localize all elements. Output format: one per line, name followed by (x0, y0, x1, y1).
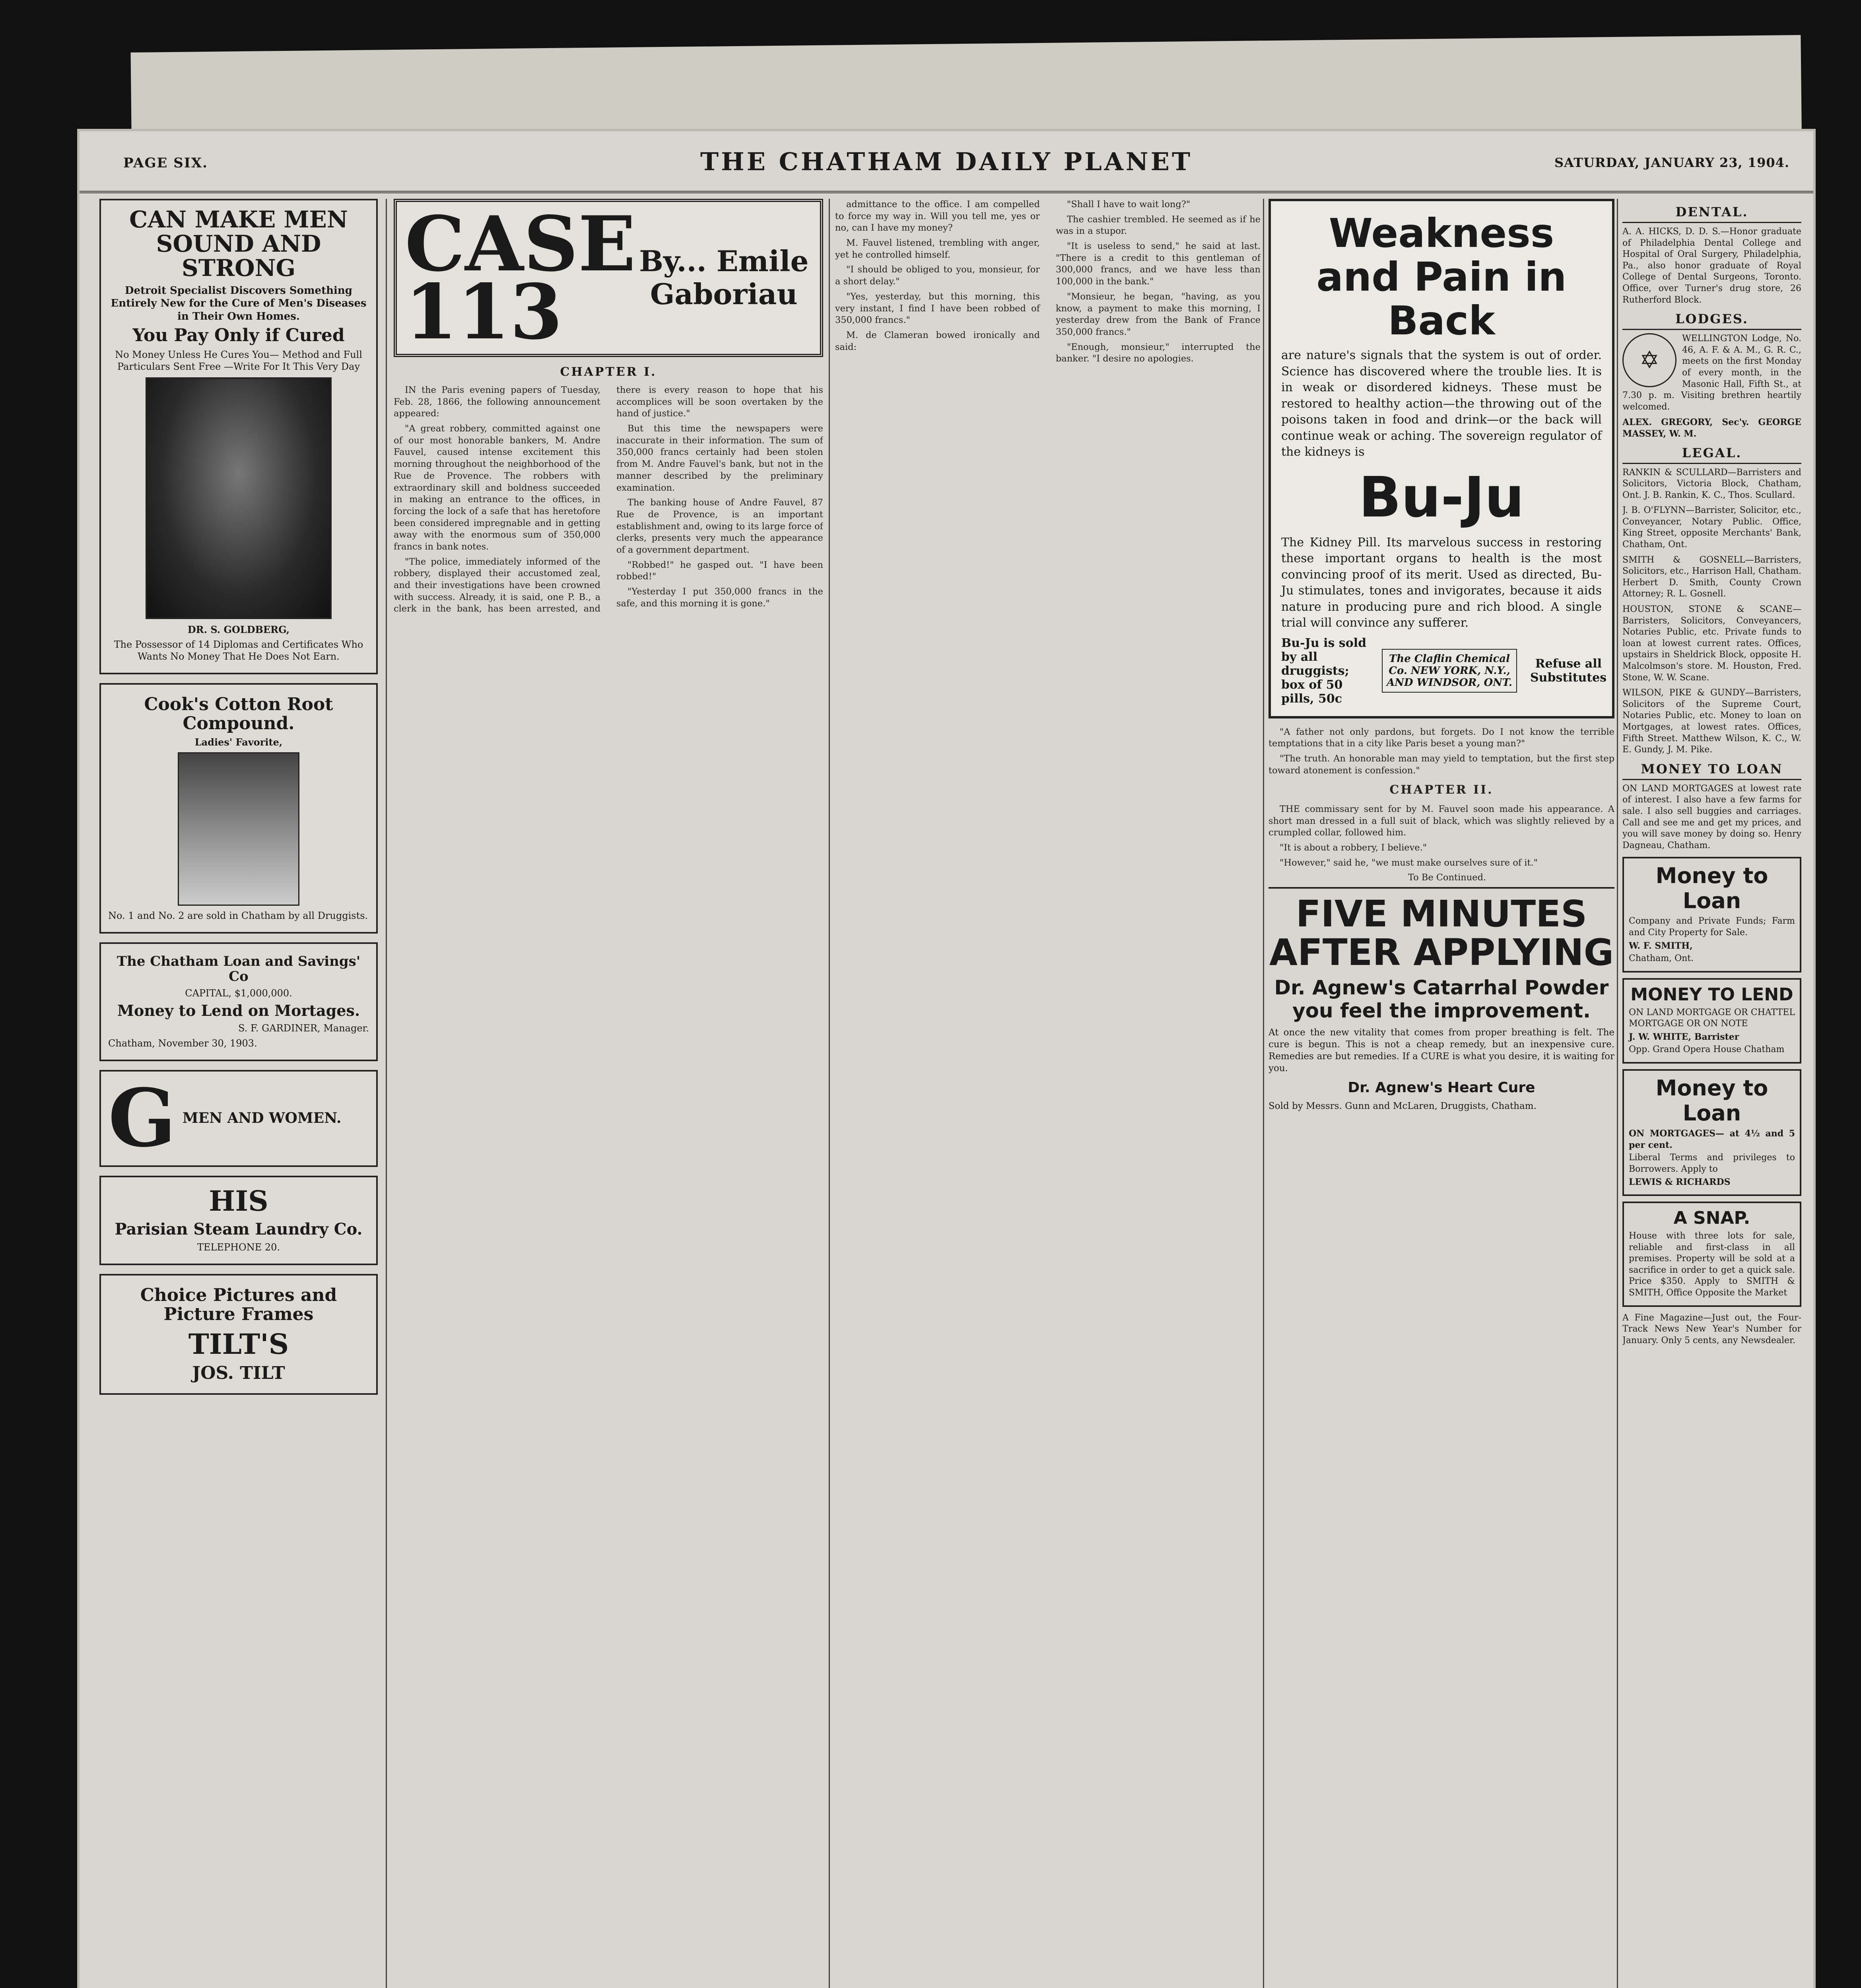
ad-subtitle: Dr. Agnew's Catarrhal Powder you feel the improvement. (1274, 976, 1609, 1022)
price-text: Bu-Ju is sold by all druggists; box of 50 pills, 50c (1281, 636, 1367, 706)
column-5 (1622, 199, 1801, 1988)
story-paragraph: "Monsieur, he began, "having, as you know, a payment to make this morning, I yesterday drew from the Bank of France 350,000 francs." (1056, 291, 1261, 337)
ad-date: Chatham, November 30, 1903. (108, 1037, 257, 1049)
masonic-emblem-icon: ✡ (1622, 333, 1676, 387)
ad-body: Liberal Terms and privileges to Borrowers. Apply to (1629, 1153, 1795, 1174)
goldberg-ad (99, 199, 378, 674)
big-g-letter: G (108, 1071, 176, 1165)
story-paragraph: "The truth. An honorable man may yield to temptation, but the first step toward atonement is confession." (1269, 753, 1614, 776)
story-text (394, 384, 823, 615)
cook-ad (99, 683, 378, 934)
column-2 (394, 199, 823, 1988)
ad-title: MONEY TO LEND (1630, 984, 1793, 1005)
ad-body: House with three lots for sale, reliable and first-class in all premises. Property will be sold at a sacrifice in order to get a quick sale. Price $350. Apply to SMITH & SMITH, Office Opposite the Market (1629, 1231, 1795, 1298)
magazine-note: A Fine Magazine—Just out, the Four-Track News New Year's Number for January. Only 5 cents, any Newsdealer. (1622, 1312, 1801, 1345)
story-paragraph: "A father not only pardons, but forgets. Do I not know the terrible temptations that in a city like Paris beset a young man?" (1269, 726, 1614, 749)
lodges-header: LODGES. (1622, 311, 1801, 330)
story-paragraph: "Yesterday I put 350,000 francs in the safe, and this morning it is gone." (616, 586, 823, 609)
newspaper-title: THE CHATHAM DAILY PLANET (700, 147, 1193, 176)
story-paragraph: "Enough, monsieur," interrupted the banker. "I desire no apologies. (1056, 342, 1261, 364)
ad-body: ON LAND MORTGAGE OR CHATTEL MORTGAGE OR ON NOTE (1629, 1007, 1795, 1029)
continued-note: To Be Continued. (1408, 872, 1486, 883)
story-author: By... Emile Gaboriau (639, 244, 809, 311)
lady-illustration (178, 752, 299, 906)
loan-listing: ON LAND MORTGAGES at lowest rate of interest. I also have a few farms for sale. I also sell buggies and carriages. Call and see me and get my prices, and you will save money by doing so. Henry Dagneau, Chatham. (1622, 783, 1801, 850)
ad-footer (1281, 636, 1607, 706)
ad-title: HIS (209, 1184, 268, 1217)
lodge-listing: WELLINGTON Lodge, No. 46, A. F. & A. M., G. R. C., meets on the first Monday of every month, in the Masonic Hall, Fifth St., at 7.30 p. m. Visiting brethren heartily welcomed. (1622, 334, 1801, 412)
ad-title: FIVE MINUTES AFTER APPLYING (1269, 892, 1614, 974)
ad-body: At once the new vitality that comes from proper breathing is felt. The cure is begun. This is not a cheap remedy, but an inexpensive cure. Remedies are but remedies. If a CURE is what you desire, it is waiting for you. (1269, 1027, 1614, 1074)
ad-tagline: No Money Unless He Cures You— Method and Full Particulars Sent Free —Write For It This Very Day (115, 349, 362, 372)
legal-listing: HOUSTON, STONE & SCANE—Barristers, Solicitors, Conveyancers, Notaries Public, etc. Private funds to loan at lowest current rates. Offices, upstairs in Sheldrick Block, opposite H. Malcolmson's store. M. Houston, Fred. Stone, W. W. Scane. (1622, 604, 1801, 683)
ad-title: CAN MAKE MEN SOUND AND STRONG (129, 206, 348, 282)
store-name: TILT'S (188, 1327, 289, 1361)
page-number: PAGE SIX. (123, 155, 208, 171)
owner-name: JOS. TILT (192, 1363, 285, 1383)
ad-body: are nature's signals that the system is out of order. Science has discovered where the trouble lies. It is in weak or disordered kidneys. These must be restored to healthy action—the throwing out of the poisons taken in food and drink—or the back will continue weak or aching. The sovereign regulator of the kidneys is (1281, 348, 1602, 459)
smith-loan-ad (1622, 857, 1801, 972)
ad-title: Money to Loan (1655, 863, 1768, 914)
dental-listing: A. A. HICKS, D. D. S.—Honor graduate of Philadelphia Dental College and Hospital of Oral Surgery, Philadelphia, Pa., also honor graduate of Royal College of Dental Surgeons, Toronto. Office, over Turner's drug store, 26 Rutherford Block. (1622, 227, 1801, 305)
white-loan-ad (1622, 978, 1801, 1064)
legal-header: LEGAL. (1622, 445, 1801, 464)
ad-title: Money to Loan (1655, 1076, 1768, 1126)
ad-place: Chatham, Ont. (1629, 953, 1694, 964)
sold-by: Sold by Messrs. Gunn and McLaren, Druggists, Chatham. (1269, 1101, 1537, 1112)
story-paragraph: "It is useless to send," he said at last. "There is a credit to this gentleman of 300,000 francs, and we have less than 100,000 in the bank." (1056, 241, 1261, 287)
story-header (394, 199, 823, 357)
portrait-caption-2: The Possessor of 14 Diplomas and Certificates Who Wants No Money That He Does Not Earn. (114, 639, 363, 662)
snap-ad (1622, 1202, 1801, 1307)
story-paragraph: admittance to the office. I am compelled to force my way in. Will you tell me, yes or no, can I have my money? (835, 199, 1040, 233)
story-paragraph: The cashier trembled. He seemed as if he was in a stupor. (1056, 214, 1261, 237)
story-paragraph: "The police, immediately informed of the robbery, displayed their accustomed zeal, and their investigations have been crowned with success. Already, it is said, one P. B., a clerk in the bank, has been arrested, and there is every reason to hope that his accomplices will be soon overtaken by the hand of justice." (394, 385, 823, 614)
buju-ad (1269, 199, 1614, 718)
story-paragraph: M. Fauvel listened, trembling with anger, yet he controlled himself. (835, 238, 1040, 260)
column-1 (99, 199, 378, 1988)
dental-header: DENTAL. (1622, 204, 1801, 223)
column-rule (386, 199, 387, 1988)
ad-title: The Chatham Loan and Savings' Co (117, 953, 361, 984)
ad-name: W. F. SMITH, (1629, 940, 1693, 951)
story-paragraph: The banking house of Andre Fauvel, 87 Rue de Provence, is an important establishment and, owing to its large force of clerks, presents very much the appearance of a government department. (616, 497, 823, 555)
money-to-loan-header: MONEY TO LOAN (1622, 761, 1801, 780)
goldberg-portrait (146, 377, 332, 619)
ad-title: Choice Pictures and Picture Frames (140, 1285, 337, 1325)
laundry-name: Parisian Steam Laundry Co. (115, 1219, 363, 1239)
ad-title: Weakness and Pain in Back (1316, 210, 1567, 344)
legal-listing: RANKIN & SCULLARD—Barristers and Solicitors, Victoria Block, Chatham, Ont. J. B. Rankin, K. C., Thos. Scullard. (1622, 467, 1801, 500)
ad-body: The Kidney Pill. Its marvelous success in restoring these important organs to health is the most convincing proof of its merit. Used as directed, Bu-Ju stimulates, tones and invigorates, because it aids nature in producing pure and rich blood. A single trial will convince any sufferer. (1281, 535, 1602, 630)
story-paragraph: IN the Paris evening papers of Tuesday, Feb. 28, 1866, the following announcement appeared: (394, 385, 600, 419)
legal-listing: SMITH & GOSNELL—Barristers, Solicitors, etc., Harrison Hall, Chatham. Herbert D. Smith, County Crown Attorney; R. L. Gosnell. (1622, 555, 1801, 599)
ad-body: Company and Private Funds; Farm and City Property for Sale. (1629, 916, 1795, 938)
big-g-ad (99, 1070, 378, 1167)
chapter-heading: CHAPTER II. (1389, 783, 1494, 797)
ad-subtitle: ON MORTGAGES— at 4½ and 5 per cent. (1629, 1128, 1795, 1150)
newspaper-page (80, 131, 1813, 1988)
column-3 (835, 199, 1261, 1988)
laundry-ad (99, 1176, 378, 1265)
ad-name: LEWIS & RICHARDS (1629, 1177, 1731, 1188)
story-paragraph: "However," said he, "we must make ourselves sure of it." (1280, 857, 1538, 868)
column-rule (829, 199, 830, 1988)
loan-savings-ad (99, 942, 378, 1061)
story-paragraph: "I should be obliged to you, monsieur, for a short delay." (835, 264, 1040, 287)
issue-date: SATURDAY, JANUARY 23, 1904. (1554, 155, 1789, 170)
ad-manager: S. F. GARDINER, Manager. (238, 1022, 369, 1034)
lodge-officers: ALEX. GREGORY, Sec'y. GEORGE MASSEY, W. M. (1622, 417, 1801, 439)
tilt-ad (99, 1274, 378, 1395)
story-paragraph: THE commissary sent for by M. Fauvel soon made his appearance. A short man dressed in a full suit of black, which was slightly relieved by a crumpled collar, followed him. (1269, 804, 1614, 838)
brand-name: Bu-Ju (1358, 465, 1525, 530)
lewis-loan-ad (1622, 1069, 1801, 1196)
story-text (1269, 726, 1614, 887)
legal-listing: J. B. O'FLYNN—Barrister, Solicitor, etc., Conveyancer, Notary Public. Office, King Street, opposite Merchants' Bank, Chatham, Ont. (1622, 505, 1801, 550)
ad-name: J. W. WHITE, Barrister (1629, 1031, 1739, 1042)
ad-capital: CAPITAL, $1,000,000. (185, 988, 292, 999)
ad-pay-line: You Pay Only if Cured (132, 325, 345, 346)
ad-title: A SNAP. (1673, 1208, 1750, 1229)
ad-headline: Money to Lend on Mortages. (117, 1002, 360, 1020)
chapter-heading: CHAPTER I. (560, 365, 657, 379)
story-paragraph: But this time the newspapers were inaccurate in their information. The sum of 350,000 francs certainly had been stolen from M. Andre Fauvel's bank, but not in the manner described by the preliminary examination. (616, 423, 823, 493)
column-4 (1269, 199, 1614, 1988)
story-title: CASE 113 (405, 200, 636, 356)
laundry-phone: TELEPHONE 20. (197, 1241, 280, 1253)
story-text (835, 199, 1261, 365)
ad-title: MEN AND WOMEN. (182, 1110, 342, 1127)
ad-footer: No. 1 and No. 2 are sold in Chatham by all Druggists. (108, 910, 368, 922)
story-paragraph: M. de Clameran bowed ironically and said: (835, 330, 1040, 352)
ad-place: Opp. Grand Opera House Chatham (1629, 1044, 1785, 1055)
story-paragraph: "Robbed!" he gasped out. "I have been robbed!" (616, 559, 823, 582)
ad-title: Cook's Cotton Root Compound. (144, 694, 333, 734)
legal-listing: WILSON, PIKE & GUNDY—Barristers, Solicitors of the Supreme Court, Notaries Public, etc. Money to loan on Mortgages, at lowest rates. Offices, Fifth Street. Matthew Wilson, K. C., W. E. Gundy, J. M. Pike. (1622, 688, 1801, 755)
ad-subtitle: Detroit Specialist Discovers Something Entirely New for the Cure of Men's Diseases in Their Own Homes. (111, 284, 367, 322)
column-rule (1263, 199, 1264, 1988)
story-paragraph: "It is about a robbery, I believe." (1280, 842, 1427, 853)
maker-logo: The Claflin Chemical Co. NEW YORK, N.Y., AND WINDSOR, ONT. (1382, 649, 1517, 693)
column-rule (1617, 199, 1618, 1988)
heart-cure: Dr. Agnew's Heart Cure (1348, 1079, 1535, 1096)
story-paragraph: "Yes, yesterday, but this morning, this very instant, I find I have been robbed of 350,000 francs." (835, 291, 1040, 326)
ad-subtitle: Ladies' Favorite, (194, 736, 283, 748)
portrait-caption: DR. S. GOLDBERG, (187, 623, 290, 635)
story-paragraph: "A great robbery, committed against one of our most honorable bankers, M. Andre Fauvel, caused intense excitement this morning throughout the neighborhood of the Rue de Provence. The robbers with extraordinary skill and boldness succeeded in making an entrance to the offices, in forcing the lock of a safe that has heretofore been considered impregnable and in getting away with the enormous sum of 350,000 francs in bank notes. (394, 423, 600, 552)
story-paragraph: "Shall I have to wait long?" (1067, 199, 1191, 210)
refuse-text: Refuse all Substitutes (1530, 657, 1607, 685)
agnew-ad (1269, 887, 1614, 1112)
masthead (80, 131, 1813, 193)
